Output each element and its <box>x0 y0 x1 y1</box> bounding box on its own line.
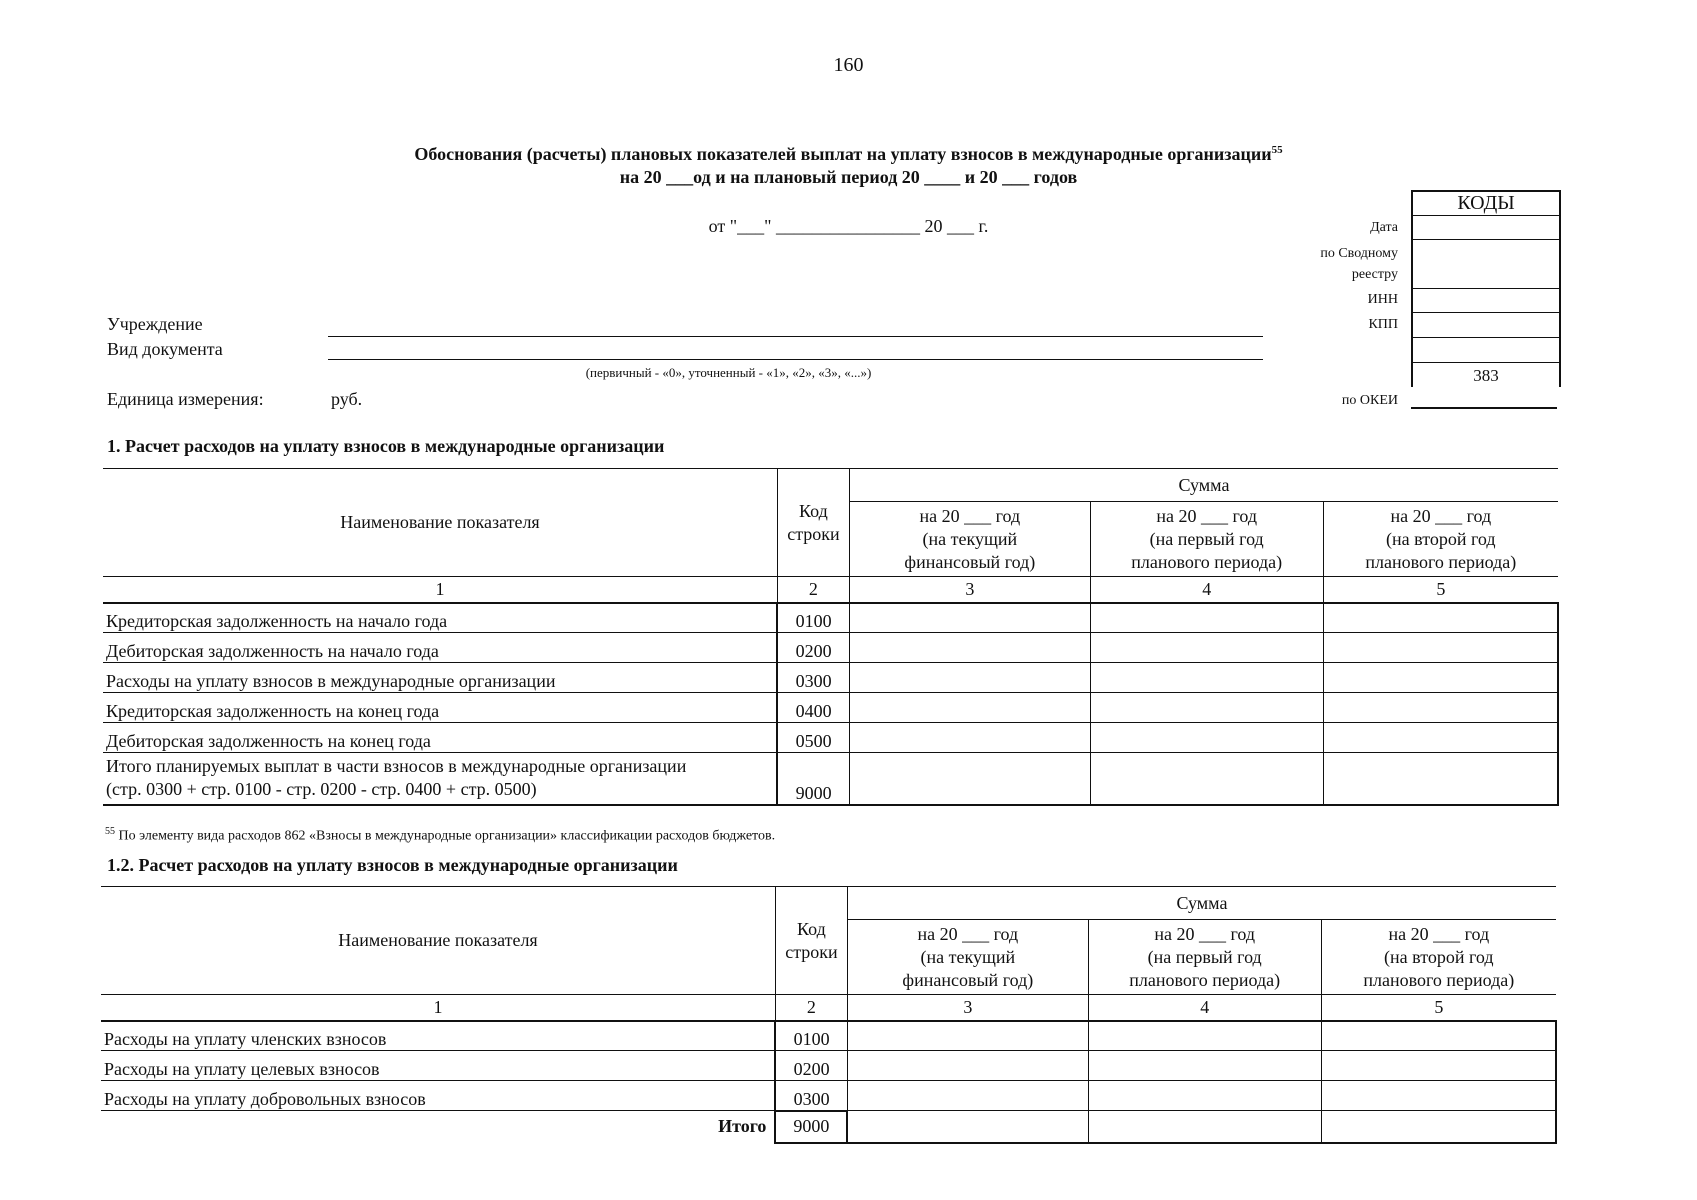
codes-label-registry-1: по Сводному <box>1320 246 1398 261</box>
codes-header: КОДЫ <box>1413 192 1559 216</box>
code-inn-cell[interactable] <box>1413 289 1559 313</box>
table-row <box>103 663 1558 693</box>
form-title-line1: Обоснования (расчеты) плановых показателей выплат на уплату взносов в международные организации <box>414 144 1272 164</box>
s2-head-c4: на 20 ___ год (на первый год планового периода) <box>1088 920 1321 995</box>
s2-cell[interactable] <box>1088 1021 1321 1051</box>
s1-head-c4: на 20 ___ год (на первый год планового периода) <box>1090 502 1323 577</box>
s2-num-5: 5 <box>1321 995 1556 1021</box>
section2-table <box>101 886 1557 1144</box>
s1-cell[interactable] <box>849 693 1090 723</box>
s2-row-name: Расходы на уплату членских взносов <box>101 1021 775 1051</box>
s1-cell[interactable] <box>1323 723 1558 753</box>
s1-num-2: 2 <box>777 577 849 603</box>
s1-num-4: 4 <box>1090 577 1323 603</box>
s2-cell[interactable] <box>847 1021 1088 1051</box>
codes-label-inn: ИНН <box>1367 292 1398 307</box>
form-title <box>0 143 1697 166</box>
table-row <box>101 1021 1556 1051</box>
code-date-cell[interactable] <box>1413 216 1559 240</box>
s2-cell[interactable] <box>1088 1081 1321 1111</box>
table-row <box>103 693 1558 723</box>
s2-row-code: 0100 <box>775 1021 847 1051</box>
s1-row-code: 0300 <box>777 663 849 693</box>
table-row <box>103 633 1558 663</box>
s1-cell[interactable] <box>1323 663 1558 693</box>
s1-cell[interactable] <box>1090 753 1323 805</box>
s1-cell[interactable] <box>1323 633 1558 663</box>
s1-num-5: 5 <box>1323 577 1558 603</box>
s2-col-numbers <box>101 995 1556 1021</box>
s1-num-1: 1 <box>103 577 777 603</box>
s1-cell[interactable] <box>1090 633 1323 663</box>
s1-cell[interactable] <box>849 723 1090 753</box>
section1-title: 1. Расчет расходов на уплату взносов в международные организации <box>107 436 665 456</box>
s2-cell[interactable] <box>1088 1051 1321 1081</box>
codes-box <box>1411 190 1561 387</box>
s2-cell[interactable] <box>1321 1051 1556 1081</box>
code-registry-cell[interactable] <box>1413 240 1559 289</box>
s2-cell[interactable] <box>847 1051 1088 1081</box>
s2-head-sum: Сумма <box>847 887 1556 920</box>
s2-num-2: 2 <box>775 995 847 1021</box>
s2-head-code: Код строки <box>775 887 847 995</box>
section1-table <box>103 468 1559 806</box>
codes-box-bottom <box>1411 407 1557 409</box>
table-row <box>101 1081 1556 1111</box>
s2-head-c5: на 20 ___ год (на второй год планового периода) <box>1321 920 1556 995</box>
s1-cell[interactable] <box>849 603 1090 633</box>
codes-label-kpp: КПП <box>1368 317 1398 332</box>
s1-head-c5: на 20 ___ год (на второй год планового периода) <box>1323 502 1558 577</box>
s2-head-c3: на 20 ___ год (на текущий финансовый год) <box>847 920 1088 995</box>
s1-cell[interactable] <box>1090 723 1323 753</box>
s2-cell[interactable] <box>847 1081 1088 1111</box>
institution-field[interactable] <box>328 336 1263 337</box>
s2-row-code: 0200 <box>775 1051 847 1081</box>
s1-cell[interactable] <box>1323 753 1558 805</box>
s1-cell[interactable] <box>1090 663 1323 693</box>
s2-total-name: Итого <box>101 1111 775 1143</box>
unit-label: Единица измерения: <box>107 389 264 409</box>
date-line[interactable]: от "___" ________________ 20 ___ г. <box>708 216 989 236</box>
s1-total-code: 9000 <box>777 753 849 805</box>
s2-cell[interactable] <box>1321 1111 1556 1143</box>
code-okei-cell[interactable]: 383 <box>1473 366 1499 385</box>
institution-label: Учреждение <box>107 314 203 334</box>
s1-head-code: Код строки <box>777 469 849 577</box>
table-row <box>103 603 1558 633</box>
unit-value: руб. <box>331 389 363 409</box>
table-row-total <box>101 1111 1556 1143</box>
s2-head-name: Наименование показателя <box>101 887 775 995</box>
s2-total-code: 9000 <box>775 1111 847 1143</box>
s2-row-code: 0300 <box>775 1081 847 1111</box>
s1-cell[interactable] <box>1323 693 1558 723</box>
s1-row-name: Дебиторская задолженность на конец года <box>103 723 777 753</box>
table-row <box>101 1051 1556 1081</box>
doc-type-hint: (первичный - «0», уточненный - «1», «2», «3», «...») <box>585 365 872 380</box>
s1-row-code: 0500 <box>777 723 849 753</box>
code-extra-cell[interactable] <box>1413 338 1559 363</box>
footnote-ref: 55 <box>1271 144 1283 156</box>
codes-label-registry-2: реестру <box>1351 267 1398 282</box>
s1-head-sum: Сумма <box>849 469 1558 502</box>
codes-label-okei: по ОКЕИ <box>1341 393 1398 408</box>
s1-cell[interactable] <box>849 633 1090 663</box>
doc-type-label: Вид документа <box>107 339 223 359</box>
s2-num-3: 3 <box>847 995 1088 1021</box>
table-row-total <box>103 753 1558 805</box>
s1-head-name: Наименование показателя <box>103 469 777 577</box>
s1-row-name: Расходы на уплату взносов в международные организации <box>103 663 777 693</box>
codes-label-date: Дата <box>1370 220 1398 235</box>
s2-cell[interactable] <box>847 1111 1088 1143</box>
s1-head-c3: на 20 ___ год (на текущий финансовый год) <box>849 502 1090 577</box>
s2-num-4: 4 <box>1088 995 1321 1021</box>
s2-cell[interactable] <box>1321 1081 1556 1111</box>
s1-row-code: 0100 <box>777 603 849 633</box>
s1-row-name: Кредиторская задолженность на начало года <box>103 603 777 633</box>
s2-cell[interactable] <box>1088 1111 1321 1143</box>
s1-col-numbers <box>103 577 1558 603</box>
footnote: $^{55}$ По элементу вида расходов 862 «Взносы в международные организации» классификации расходов бюджетов. <box>105 826 776 844</box>
code-kpp-cell[interactable] <box>1413 313 1559 338</box>
form-title-line2: на 20 ___од и на плановый период 20 ____ и 20 ___ годов <box>619 167 1078 187</box>
s2-row-name: Расходы на уплату целевых взносов <box>101 1051 775 1081</box>
s1-row-code: 0400 <box>777 693 849 723</box>
doc-type-field[interactable] <box>328 359 1263 360</box>
section2-title: 1.2. Расчет расходов на уплату взносов в международные организации <box>107 855 678 875</box>
s1-row-name: Дебиторская задолженность на начало года <box>103 633 777 663</box>
table-row <box>103 723 1558 753</box>
s1-cell[interactable] <box>1090 693 1323 723</box>
s2-num-1: 1 <box>101 995 775 1021</box>
s1-row-code: 0200 <box>777 633 849 663</box>
page-number: 160 <box>833 54 864 76</box>
s1-row-name: Кредиторская задолженность на конец года <box>103 693 777 723</box>
s2-row-name: Расходы на уплату добровольных взносов <box>101 1081 775 1111</box>
s1-cell[interactable] <box>1323 603 1558 633</box>
s1-total-name: Итого планируемых выплат в части взносов в международные организации (стр. 0300 + стр. 0100 - стр. 0200 - стр. 0400 + стр. 0500) <box>103 753 777 805</box>
s1-cell[interactable] <box>1090 603 1323 633</box>
s1-cell[interactable] <box>849 753 1090 805</box>
s1-num-3: 3 <box>849 577 1090 603</box>
s2-cell[interactable] <box>1321 1021 1556 1051</box>
s1-cell[interactable] <box>849 663 1090 693</box>
